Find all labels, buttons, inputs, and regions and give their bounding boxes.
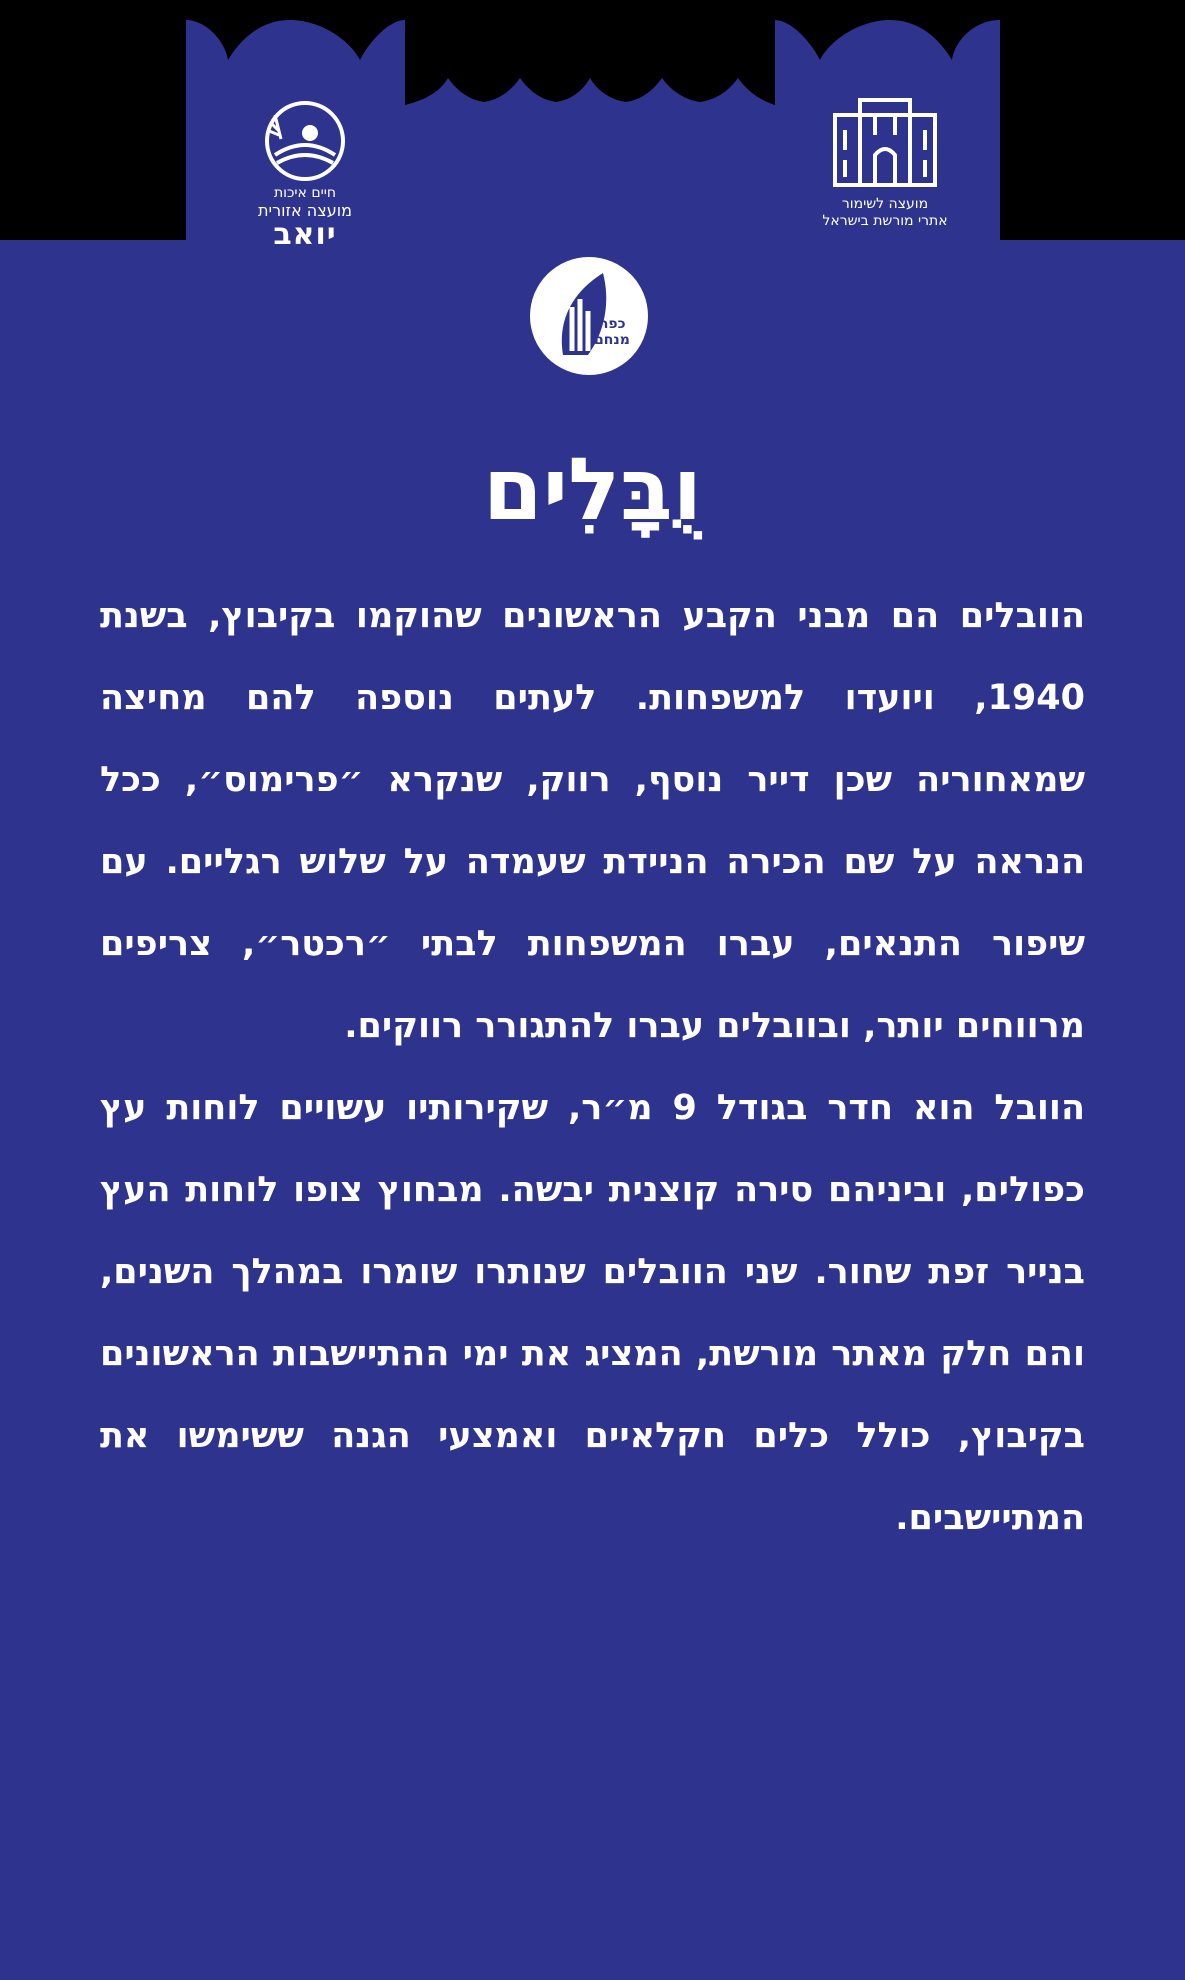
corner-cutout-left	[0, 0, 186, 240]
kfar-menachem-line2: מנחם	[594, 332, 630, 348]
paragraph-1: הוובלים הם מבני הקבע הראשונים שהוקמו בקיבוץ, בשנת 1940, ויועדו למשפחות. לעתים נוספה להם מחיצה שמאחוריה שכן דייר נוסף, רווק, שנקרא ״פרימוס״, ככל הנראה על שם הכירה הניידת שעמדה על שלוש רגליים. עם שיפור התנאים, עברו המשפחות לבתי ״רכטר״, צריפים מרווחים יותר, ובוובלים עברו להתגורר רווקים.	[100, 596, 1085, 1046]
kfar-menachem-line1: כפר	[600, 316, 626, 332]
kfar-menachem-logo	[528, 255, 650, 377]
yoav-brand: יואב	[273, 217, 337, 252]
heritage-council-logo	[800, 95, 970, 230]
yoav-council-label: מועצה אזורית	[258, 201, 352, 220]
heritage-line1: מועצה לשימור	[841, 196, 929, 212]
wheat-sun-field-icon	[255, 95, 355, 185]
paragraph-2: הוובל הוא חדר בגודל 9 מ״ר, שקירותיו עשויים לוחות עץ כפולים, וביניהם סירה קוצנית יבשה. מבחוץ צופו לוחות העץ בנייר זפת שחור. שני הוובלים שנותרו שומרו במהלך השנים, והם חלק מאתר מורשת, המציג את ימי ההתיישבות הראשונים בקיבוץ, כולל כלים חקלאיים ואמצעי הגנה ששימשו את המתיישבים.	[100, 1088, 1085, 1538]
yoav-tagline: חיים איכות	[273, 185, 337, 201]
heritage-line2: אתרי מורשת בישראל	[822, 213, 948, 229]
body-text	[100, 575, 1085, 1559]
yoav-council-logo	[220, 95, 390, 251]
page-title: וֻבָּלִים	[482, 440, 703, 540]
corner-cutout-right	[1000, 0, 1185, 240]
heritage-building-icon	[825, 95, 945, 190]
kfar-menachem-leaf-icon	[528, 255, 650, 377]
